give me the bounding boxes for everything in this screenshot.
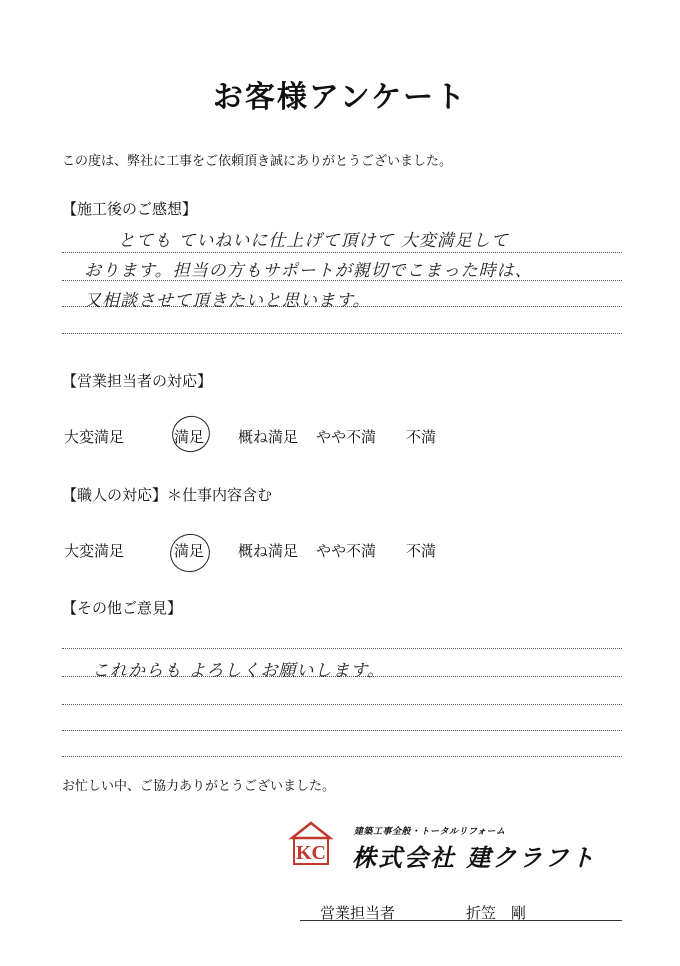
option-mostly-satisfied: 概ね満足	[238, 428, 299, 446]
closing-text: お忙しい中、ご協力ありがとうございました。	[62, 779, 336, 794]
craftsman-heading: 【職人の対応】＊仕事内容含む	[62, 486, 273, 504]
option-somewhat-dissatisfied: やや不満	[316, 428, 377, 446]
answer-line	[62, 648, 622, 649]
answer-line	[62, 333, 622, 334]
handwritten-line: 又相談させて頂きたいと思います。	[84, 291, 371, 311]
option-dissatisfied: 不満	[406, 542, 437, 560]
answer-line	[62, 730, 622, 731]
sales-staff-heading: 【営業担当者の対応】	[62, 372, 213, 390]
option-somewhat-dissatisfied: やや不満	[316, 542, 377, 560]
answer-line	[62, 704, 622, 705]
answer-line	[62, 756, 622, 757]
selection-circle	[165, 529, 215, 578]
option-very-satisfied: 大変満足	[64, 428, 125, 446]
company-logo-icon	[288, 820, 334, 866]
representative-name: 折笠 剛	[466, 904, 527, 922]
handwritten-line: とても ていねいに仕上げて頂けて 大変満足して	[118, 231, 509, 251]
representative-label: 営業担当者	[320, 904, 396, 922]
handwritten-line: これからも よろしくお願いします。	[92, 661, 386, 681]
page-title: お客様アンケート	[212, 80, 468, 115]
impressions-heading: 【施工後のご感想】	[62, 200, 198, 218]
option-satisfied: 満足	[174, 542, 205, 560]
company-name: 株式会社 建クラフト	[352, 844, 597, 872]
answer-line	[62, 252, 622, 253]
company-tagline: 建築工事全般・トータルリフォーム	[354, 827, 506, 837]
intro-text: この度は、弊社に工事をご依頼頂き誠にありがとうございました。	[62, 154, 453, 169]
selection-circle	[167, 411, 214, 457]
logo-text: KC	[296, 842, 326, 864]
option-mostly-satisfied: 概ね満足	[238, 542, 299, 560]
sales-staff-options	[64, 426, 436, 447]
option-dissatisfied: 不満	[406, 428, 437, 446]
handwritten-line: おります。担当の方もサポートが親切でこまった時は、	[84, 261, 533, 281]
option-very-satisfied: 大変満足	[64, 542, 125, 560]
craftsman-options	[64, 540, 436, 561]
signature-line	[300, 920, 622, 921]
option-satisfied: 満足	[174, 428, 205, 446]
other-comments-heading: 【その他ご意見】	[62, 599, 183, 617]
